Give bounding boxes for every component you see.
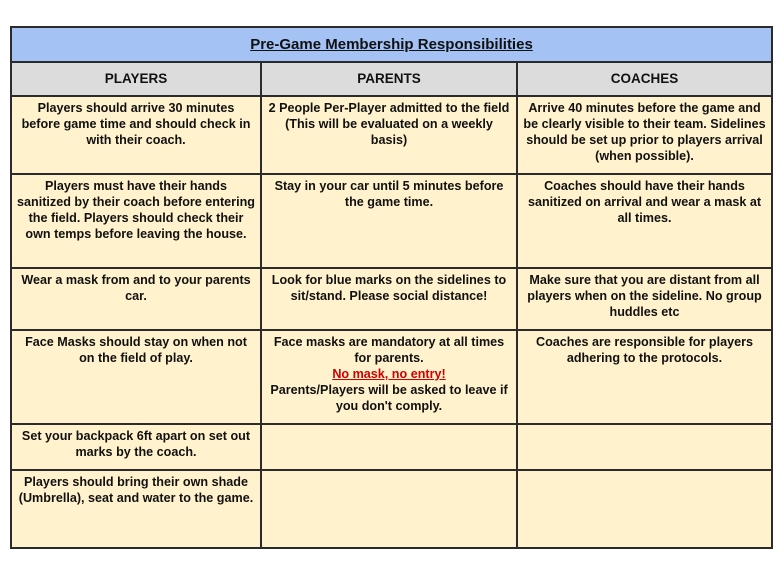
cell-coaches: Make sure that you are distant from all players when on the sideline. No group huddles etc <box>517 268 772 330</box>
parents-mask-rule: Face masks are mandatory at all times for parents. <box>273 335 505 365</box>
cell-coaches: Coaches are responsible for players adhering to the protocols. <box>517 330 772 424</box>
cell-players: Set your backpack 6ft apart on set out marks by the coach. <box>11 424 261 470</box>
cell-coaches: Coaches should have their hands sanitized on arrival and wear a mask at all times. <box>517 174 772 268</box>
responsibilities-table-wrapper <box>10 26 771 549</box>
cell-parents-empty <box>261 470 517 548</box>
header-row <box>11 62 772 96</box>
table-row <box>11 268 772 330</box>
header-coaches: COACHES <box>517 62 772 96</box>
cell-parents-empty <box>261 424 517 470</box>
parents-comply-note: Parents/Players will be asked to leave if you don't comply. <box>270 383 508 413</box>
cell-players: Face Masks should stay on when not on the field of play. <box>11 330 261 424</box>
cell-players: Wear a mask from and to your parents car. <box>11 268 261 330</box>
table-row <box>11 470 772 548</box>
cell-coaches: Arrive 40 minutes before the game and be clearly visible to their team. Sidelines should be set up prior to players arrival (when possible). <box>517 96 772 174</box>
title-row <box>11 27 772 62</box>
header-parents: PARENTS <box>261 62 517 96</box>
header-players: PLAYERS <box>11 62 261 96</box>
title-cell <box>11 27 772 62</box>
cell-parents: Look for blue marks on the sidelines to sit/stand. Please social distance! <box>261 268 517 330</box>
table-row <box>11 96 772 174</box>
table-title: Pre-Game Membership Responsibilities <box>250 35 533 53</box>
cell-parents: 2 People Per-Player admitted to the field (This will be evaluated on a weekly basis) <box>261 96 517 174</box>
responsibilities-table <box>10 26 773 549</box>
table-row <box>11 330 772 424</box>
table-row <box>11 424 772 470</box>
cell-players: Players should bring their own shade (Umbrella), seat and water to the game. <box>11 470 261 548</box>
no-mask-no-entry-warning: No mask, no entry! <box>332 367 446 381</box>
cell-parents: Stay in your car until 5 minutes before the game time. <box>261 174 517 268</box>
table-row <box>11 174 772 268</box>
cell-coaches-empty <box>517 470 772 548</box>
cell-players: Players must have their hands sanitized by their coach before entering the field. Players should check their own temps before leaving the house. <box>11 174 261 268</box>
cell-coaches-empty <box>517 424 772 470</box>
cell-players: Players should arrive 30 minutes before game time and should check in with their coach. <box>11 96 261 174</box>
cell-parents <box>261 330 517 424</box>
